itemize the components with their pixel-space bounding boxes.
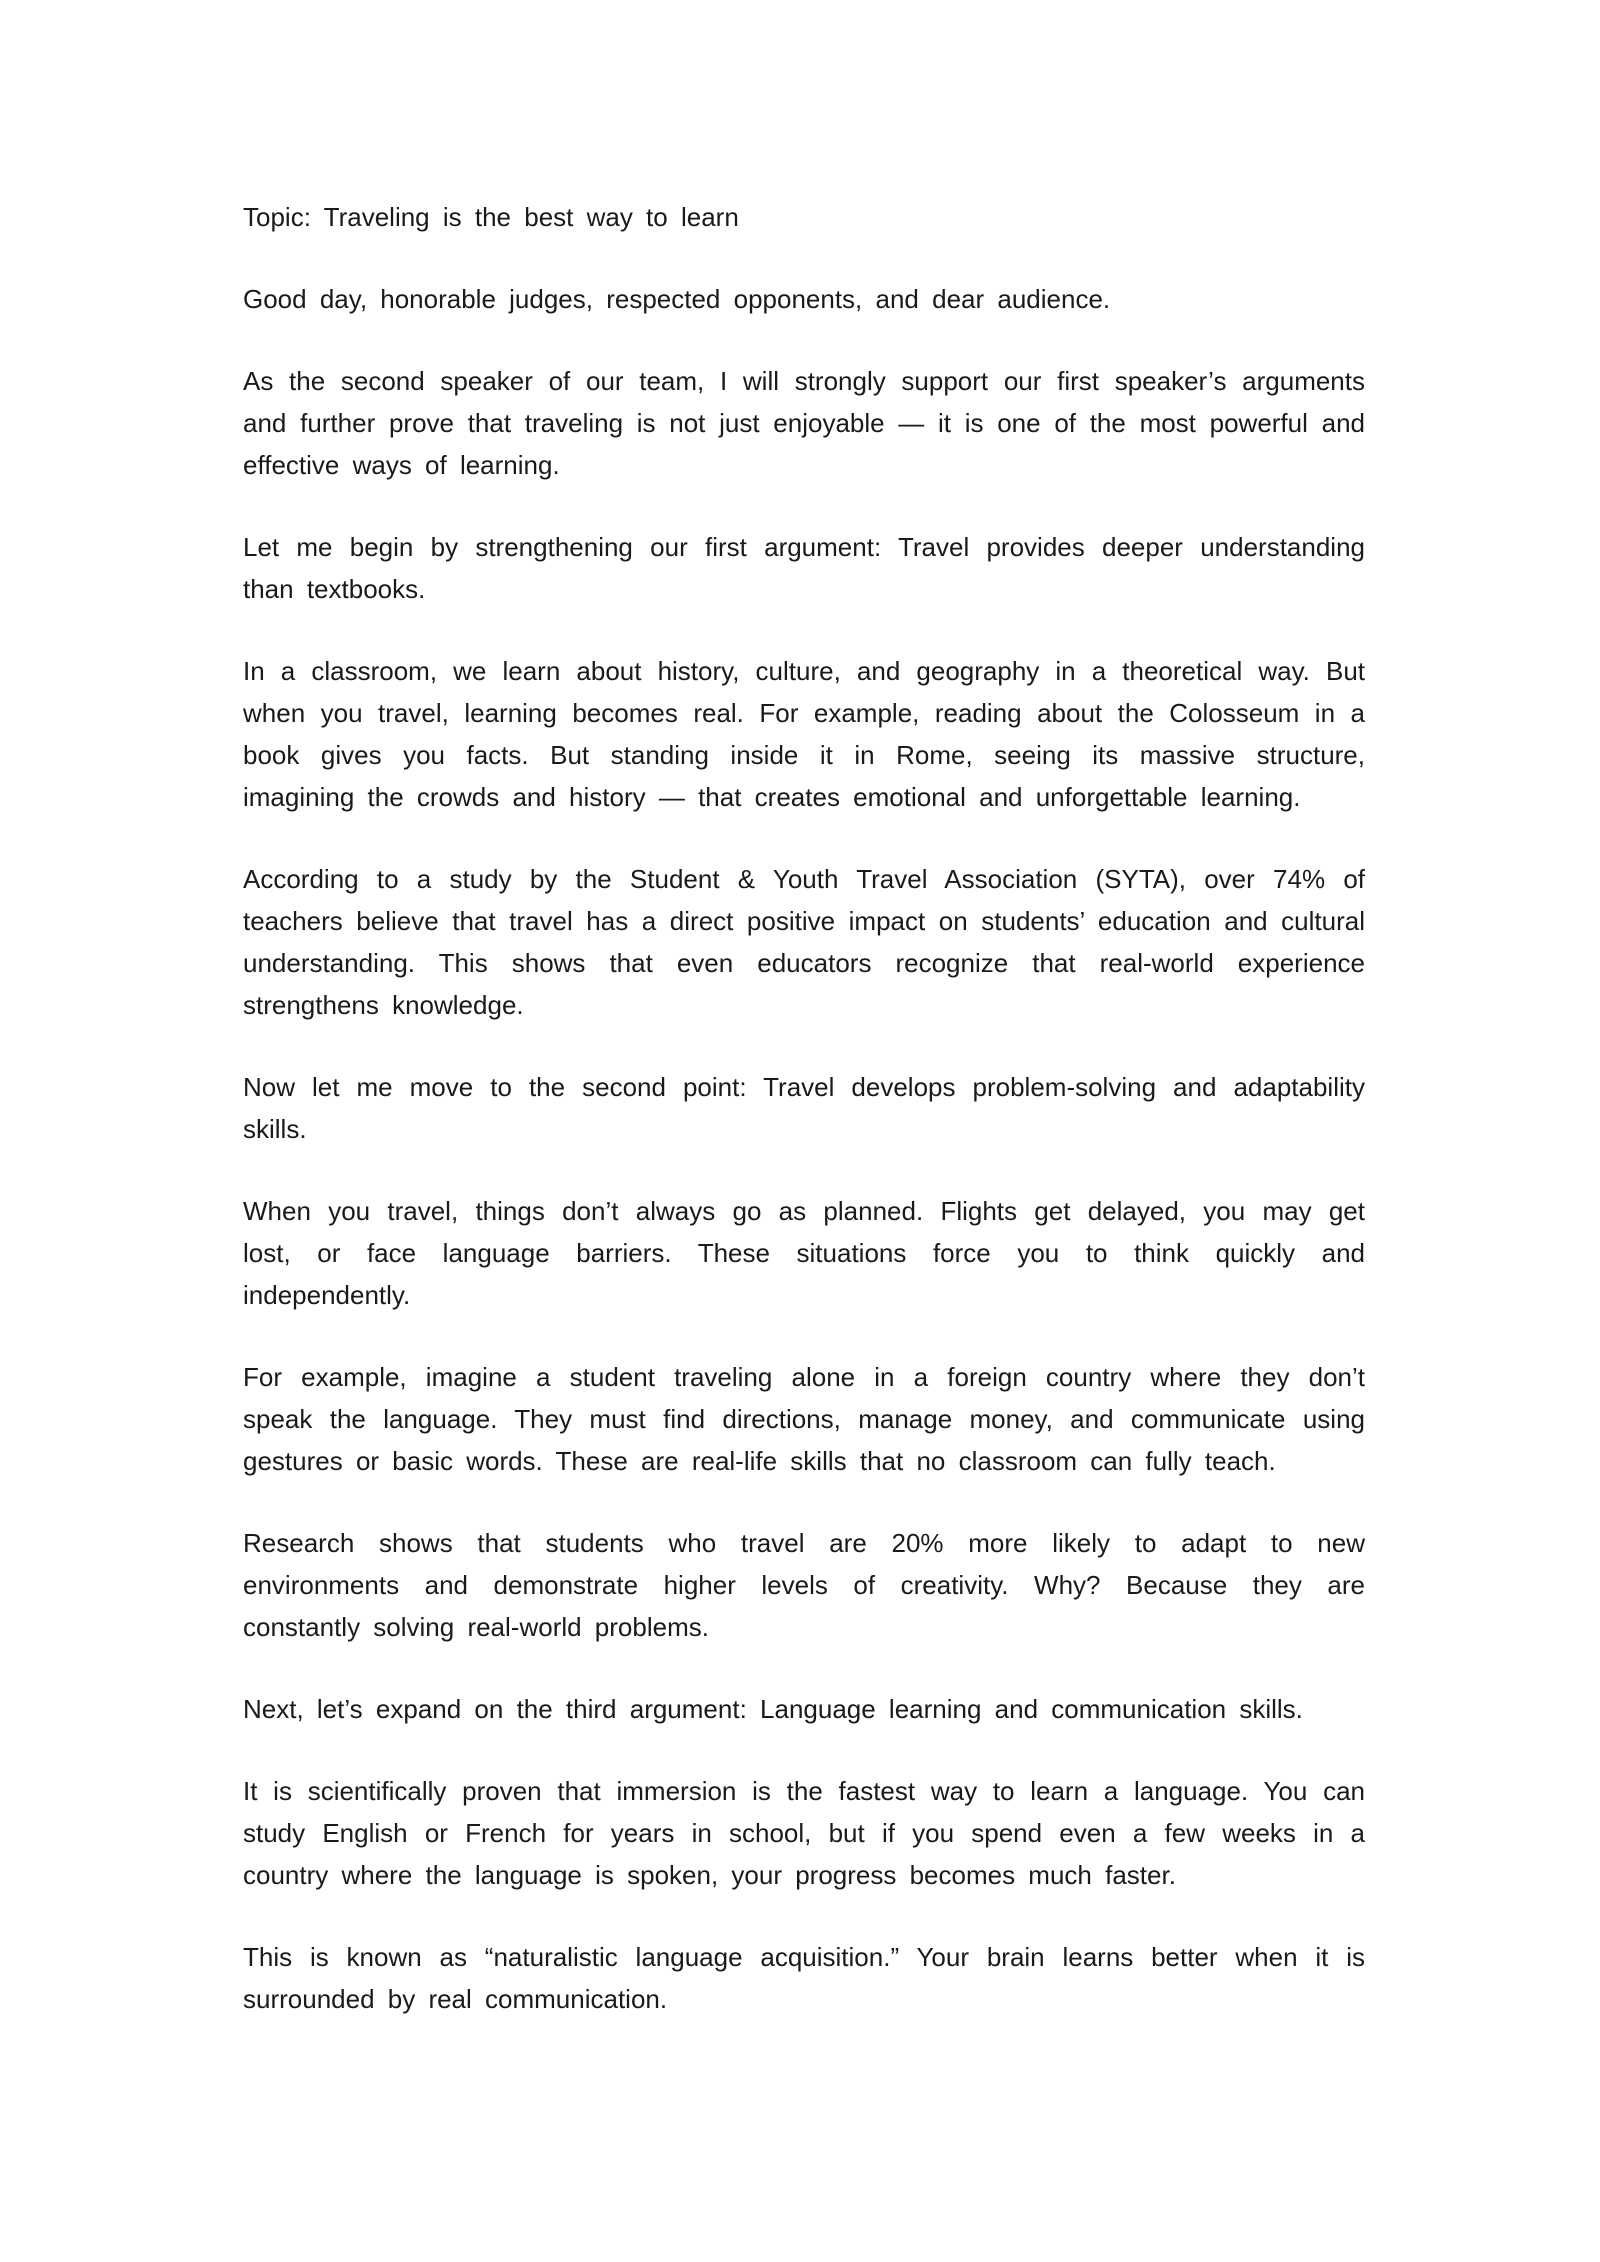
paragraph-third-argument: Next, let’s expand on the third argument: Language learning and communication skills. xyxy=(243,1694,1303,1724)
paragraph-research: Research shows that students who travel are 20% more likely to adapt to new environments and demonstrate higher levels of creativity. Why? Because they are constantly solving real-world problems. xyxy=(243,1528,1365,1642)
paragraph-greeting: Good day, honorable judges, respected opponents, and dear audience. xyxy=(243,284,1111,314)
paragraph-travel-problems: When you travel, things don’t always go as planned. Flights get delayed, you may get lost, or face language barriers. These situations force you to think quickly and independently. xyxy=(243,1196,1365,1310)
paragraph-first-argument: Let me begin by strengthening our first argument: Travel provides deeper understanding than textbooks. xyxy=(243,532,1365,604)
document-page xyxy=(243,196,1365,2060)
topic-heading: Topic: Traveling is the best way to learn xyxy=(243,202,739,232)
paragraph-student-example: For example, imagine a student traveling alone in a foreign country where they don’t speak the language. They must find directions, manage money, and communicate using gestures or basic words. These are real-life skills that no classroom can fully teach. xyxy=(243,1362,1365,1476)
paragraph-introduction: As the second speaker of our team, I will strongly support our first speaker’s arguments and further prove that traveling is not just enjoyable — it is one of the most powerful and effective ways of learning. xyxy=(243,366,1365,480)
paragraph-immersion: It is scientifically proven that immersion is the fastest way to learn a language. You can study English or French for years in school, but if you spend even a few weeks in a country where the language is spoken, your progress becomes much faster. xyxy=(243,1776,1365,1890)
paragraph-classroom-example: In a classroom, we learn about history, culture, and geography in a theoretical way. But when you travel, learning becomes real. For example, reading about the Colosseum in a book gives you facts. But standing inside it in Rome, seeing its massive structure, imagining the crowds and history — that creates emotional and unforgettable learning. xyxy=(243,656,1365,812)
paragraph-naturalistic: This is known as “naturalistic language acquisition.” Your brain learns better when it is surrounded by real communication. xyxy=(243,1942,1365,2014)
paragraph-syta-study: According to a study by the Student & Youth Travel Association (SYTA), over 74% of teachers believe that travel has a direct positive impact on students’ education and cultural understanding. This shows that even educators recognize that real-world experience strengthens knowledge. xyxy=(243,864,1365,1020)
paragraph-second-point: Now let me move to the second point: Travel develops problem-solving and adaptability skills. xyxy=(243,1072,1365,1144)
